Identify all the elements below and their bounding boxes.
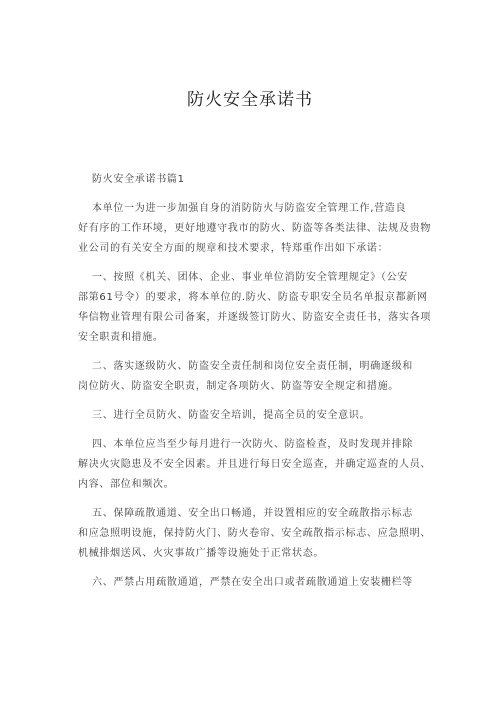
paragraph-line: 四、本单位应当至少每月进行一次防火、防盗检查，及时发现并排除 xyxy=(92,439,413,450)
paragraph-line: 机械排烟送风、火灾事故广播等设施处于正常状态。 xyxy=(78,548,325,559)
paragraph-line: 安全职责和措施。 xyxy=(78,332,164,343)
paragraph-line: 三、进行全员防火、防盗安全培训，提高全员的安全意识。 xyxy=(92,410,371,421)
document-title: 防火安全承诺书 xyxy=(187,90,313,110)
paragraph-line: 和应急照明设施，保持防火门、防火卷帘、安全疏散指示标志、应急照明、 xyxy=(78,528,432,539)
paragraph-line: 六、严禁占用疏散通道，严禁在安全出口或者疏散通道上安装栅栏等 xyxy=(92,577,413,588)
section-heading: 防火安全承诺书篇1 xyxy=(92,174,185,185)
paragraph-line: 解决火灾隐患及不安全因素。并且进行每日安全巡查，并确定巡查的人员、 xyxy=(78,459,432,470)
paragraph-line: 华信物业管理有限公司备案，并逐级签订防火、防盗安全责任书，落实各项 xyxy=(78,312,432,323)
paragraph-line: 业公司的有关安全方面的规章和技术要求，特郑重作出如下承诺： xyxy=(78,243,389,254)
paragraph-line: 五、保障疏散通道、安全出口畅通，并设置相应的安全疏散指示标志 xyxy=(92,508,413,519)
paragraph-line: 二、落实逐级防火、防盗安全责任制和岗位安全责任制，明确逐级和 xyxy=(92,361,413,372)
paragraph-line: 本单位一为进一步加强自身的消防防火与防盗安全管理工作,营造良 xyxy=(92,203,407,214)
paragraph-line: 部第61号令）的要求，将本单位的.防火、防盗专职安全员名单报京都新网 xyxy=(78,292,428,303)
paragraph-line: 好有序的工作环境，更好地遵守我市的防火、防盗等各类法律、法规及贵物 xyxy=(78,223,432,234)
document-body xyxy=(78,170,438,593)
paragraph-line: 内容、部位和频次。 xyxy=(78,479,175,490)
paragraph-line: 一、按照《机关、团体、企业、事业单位消防安全管理规定》（公安 xyxy=(92,272,408,283)
paragraph-line: 岗位防火、防盗安全职责，制定各项防火、防盗等安全规定和措施。 xyxy=(78,381,399,392)
